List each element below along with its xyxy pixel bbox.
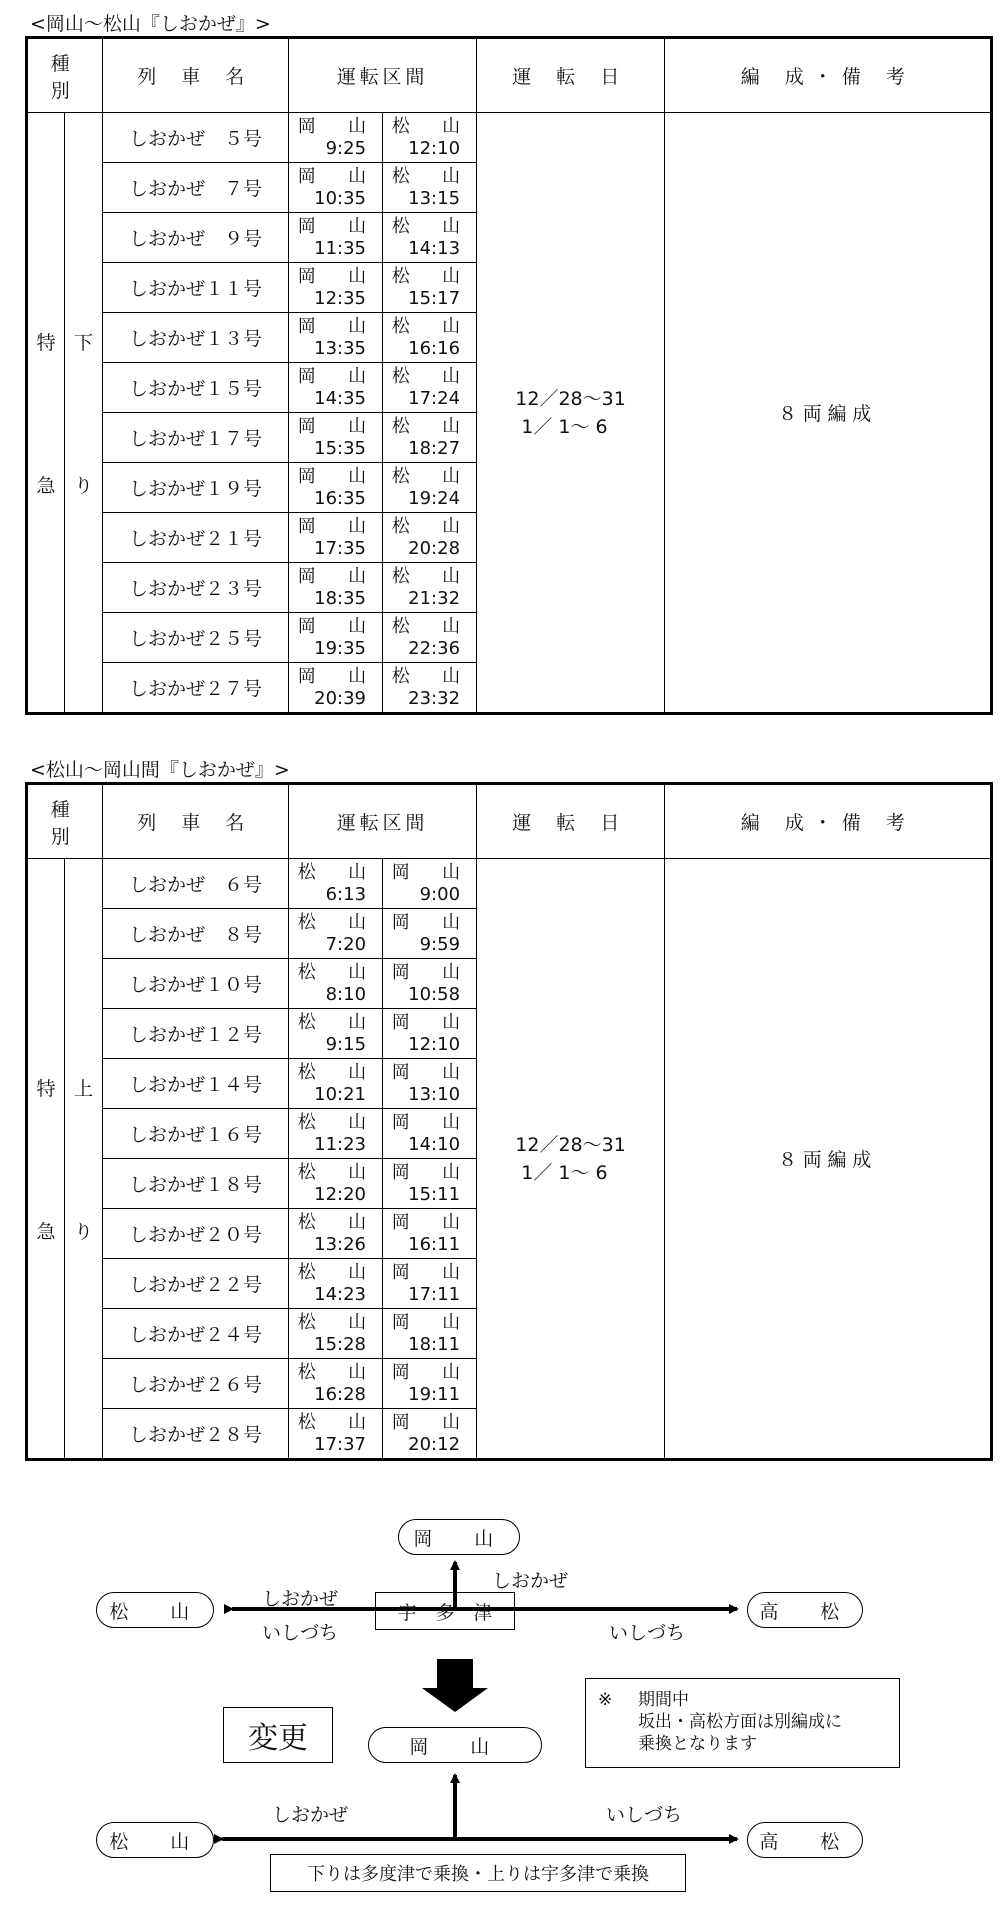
- train-name: しおかぜ２２号: [103, 1259, 289, 1309]
- arrival-station: 松 山: [391, 615, 468, 637]
- arrival-cell: [383, 363, 477, 413]
- arrival-time: 16:16: [408, 337, 461, 359]
- train-name: しおかぜ１０号: [103, 959, 289, 1009]
- kind-char-1: 特: [36, 331, 56, 354]
- arrival-station: 岡 山: [391, 1311, 468, 1333]
- formation-remarks: [665, 859, 992, 1460]
- header-remarks: 編 成・備 考: [665, 38, 992, 113]
- arrival-station: 岡 山: [391, 1111, 468, 1133]
- station-takamatsu-top: 高 松: [747, 1592, 863, 1628]
- operation-days-text: 12／28～31 1／ 1～ 6: [515, 1133, 626, 1184]
- arrival-time: 12:10: [408, 1033, 461, 1055]
- arrival-time: 18:27: [408, 437, 461, 459]
- arrival-cell: [383, 663, 477, 714]
- departure-cell: [289, 1359, 383, 1409]
- departure-cell: [289, 663, 383, 714]
- station-matsuyama-top: 松 山: [96, 1592, 214, 1628]
- arrival-station: 岡 山: [391, 1211, 468, 1233]
- departure-station: 岡 山: [297, 515, 374, 537]
- departure-time: 13:35: [314, 337, 367, 359]
- departure-time: 9:15: [325, 1033, 367, 1055]
- arrival-station: 松 山: [391, 265, 468, 287]
- arrival-station: 岡 山: [391, 1261, 468, 1283]
- change-arrow-icon: [422, 1659, 488, 1712]
- train-name: しおかぜ１２号: [103, 1009, 289, 1059]
- departure-time: 13:26: [314, 1233, 367, 1255]
- departure-time: 14:35: [314, 387, 367, 409]
- direction-char-2: り: [74, 1220, 94, 1243]
- departure-time: 15:35: [314, 437, 367, 459]
- label-shiokaze-left: しおかぜ: [262, 1588, 339, 1610]
- arrival-cell: [383, 163, 477, 213]
- arrival-cell: [383, 1059, 477, 1109]
- departure-station: 松 山: [297, 1161, 374, 1183]
- note-line1: 期間中: [638, 1690, 689, 1710]
- departure-time: 15:28: [314, 1333, 367, 1355]
- arrival-cell: [383, 1409, 477, 1460]
- arrival-station: 岡 山: [391, 1361, 468, 1383]
- arrival-time: 19:24: [408, 487, 461, 509]
- train-name: しおかぜ ５号: [103, 113, 289, 163]
- arrival-time: 23:32: [408, 687, 461, 709]
- arrival-station: 岡 山: [391, 911, 468, 933]
- departure-cell: [289, 1059, 383, 1109]
- train-name: しおかぜ１３号: [103, 313, 289, 363]
- departure-station: 松 山: [297, 1211, 374, 1233]
- arrival-cell: [383, 1209, 477, 1259]
- train-name: しおかぜ２５号: [103, 613, 289, 663]
- arrival-time: 22:36: [408, 637, 461, 659]
- train-name: しおかぜ２１号: [103, 513, 289, 563]
- arrival-station: 松 山: [391, 465, 468, 487]
- header-train-name: 列 車 名: [103, 784, 289, 859]
- arrival-time: 14:13: [408, 237, 461, 259]
- departure-cell: [289, 113, 383, 163]
- departure-cell: [289, 959, 383, 1009]
- departure-time: 14:23: [314, 1283, 367, 1305]
- arrival-time: 21:32: [408, 587, 461, 609]
- note-box: [585, 1678, 900, 1768]
- operation-days: [477, 859, 665, 1460]
- arrival-time: 16:11: [408, 1233, 461, 1255]
- header-remarks: 編 成・備 考: [665, 784, 992, 859]
- train-name: しおかぜ ９号: [103, 213, 289, 263]
- arrival-cell: [383, 1009, 477, 1059]
- transfer-note: 下りは多度津で乗換・上りは宇多津で乗換: [270, 1854, 686, 1892]
- arrival-cell: [383, 959, 477, 1009]
- arrival-time: 17:11: [408, 1283, 461, 1305]
- arrival-station: 松 山: [391, 665, 468, 687]
- departure-cell: [289, 1159, 383, 1209]
- departure-station: 岡 山: [297, 165, 374, 187]
- departure-time: 8:10: [325, 983, 367, 1005]
- departure-cell: [289, 1259, 383, 1309]
- timetable-up: [25, 782, 993, 1461]
- arrival-time: 12:10: [408, 137, 461, 159]
- formation-text: ８両編成: [778, 403, 877, 425]
- departure-cell: [289, 363, 383, 413]
- station-okayama-bottom: 岡 山: [368, 1727, 542, 1763]
- kind-char-2: 急: [36, 474, 56, 497]
- label-shiokaze-after: しおかぜ: [272, 1804, 349, 1826]
- train-name: しおかぜ１５号: [103, 363, 289, 413]
- departure-time: 19:35: [314, 637, 367, 659]
- departure-time: 11:35: [314, 237, 367, 259]
- departure-time: 11:23: [314, 1133, 367, 1155]
- arrival-time: 20:28: [408, 537, 461, 559]
- departure-cell: [289, 463, 383, 513]
- arrival-time: 13:15: [408, 187, 461, 209]
- arrival-time: 9:00: [419, 883, 461, 905]
- departure-time: 7:20: [325, 933, 367, 955]
- departure-cell: [289, 909, 383, 959]
- train-name: しおかぜ１６号: [103, 1109, 289, 1159]
- departure-time: 20:39: [314, 687, 367, 709]
- departure-cell: [289, 413, 383, 463]
- departure-time: 10:21: [314, 1083, 367, 1105]
- note-line2: 坂出・高松方面は別編成に: [638, 1712, 842, 1732]
- departure-station: 岡 山: [297, 415, 374, 437]
- table-row: [27, 113, 992, 163]
- label-ishizuchi-after: いしづち: [606, 1804, 683, 1826]
- arrival-cell: [383, 1159, 477, 1209]
- arrival-cell: [383, 1359, 477, 1409]
- departure-station: 松 山: [297, 1411, 374, 1433]
- note-line3: 乗換となります: [638, 1734, 757, 1754]
- departure-station: 松 山: [297, 1261, 374, 1283]
- label-ishizuchi-left: いしづち: [262, 1622, 339, 1644]
- kind-char-1: 特: [36, 1077, 56, 1100]
- train-name: しおかぜ２４号: [103, 1309, 289, 1359]
- direction-cell: [65, 859, 103, 1460]
- arrival-cell: [383, 463, 477, 513]
- station-uwadotsu: 宇 多 津: [375, 1592, 515, 1630]
- train-name: しおかぜ２３号: [103, 563, 289, 613]
- kind-cell: [27, 113, 65, 714]
- note-mark: ※: [598, 1690, 613, 1710]
- train-name: しおかぜ１４号: [103, 1059, 289, 1109]
- operation-days-text: 12／28～31 1／ 1～ 6: [515, 387, 626, 438]
- departure-cell: [289, 513, 383, 563]
- arrival-cell: [383, 263, 477, 313]
- arrival-station: 岡 山: [391, 1161, 468, 1183]
- direction-char-2: り: [74, 474, 94, 497]
- departure-time: 16:28: [314, 1383, 367, 1405]
- train-name: しおかぜ ８号: [103, 909, 289, 959]
- table-row: [27, 859, 992, 909]
- header-days: 運 転 日: [477, 38, 665, 113]
- timetable-down: [25, 36, 993, 715]
- header-section: 運転区間: [289, 784, 477, 859]
- departure-station: 岡 山: [297, 465, 374, 487]
- departure-cell: [289, 613, 383, 663]
- departure-cell: [289, 313, 383, 363]
- departure-time: 16:35: [314, 487, 367, 509]
- departure-time: 17:35: [314, 537, 367, 559]
- arrival-station: 松 山: [391, 215, 468, 237]
- departure-time: 6:13: [325, 883, 367, 905]
- arrival-cell: [383, 859, 477, 909]
- departure-cell: [289, 263, 383, 313]
- departure-station: 岡 山: [297, 215, 374, 237]
- arrival-time: 20:12: [408, 1433, 461, 1455]
- departure-time: 12:35: [314, 287, 367, 309]
- arrival-station: 岡 山: [391, 961, 468, 983]
- arrival-station: 岡 山: [391, 1011, 468, 1033]
- arrival-station: 松 山: [391, 515, 468, 537]
- departure-time: 12:20: [314, 1183, 367, 1205]
- departure-cell: [289, 213, 383, 263]
- arrival-station: 松 山: [391, 365, 468, 387]
- train-name: しおかぜ１９号: [103, 463, 289, 513]
- arrival-station: 松 山: [391, 115, 468, 137]
- departure-time: 10:35: [314, 187, 367, 209]
- arrival-cell: [383, 513, 477, 563]
- arrival-time: 19:11: [408, 1383, 461, 1405]
- header-section: 運転区間: [289, 38, 477, 113]
- direction-cell: [65, 113, 103, 714]
- arrival-cell: [383, 909, 477, 959]
- header-kind: 種 別: [27, 38, 103, 113]
- departure-station: 松 山: [297, 961, 374, 983]
- label-shiokaze-up: しおかぜ: [492, 1570, 569, 1592]
- arrival-station: 岡 山: [391, 1061, 468, 1083]
- departure-station: 岡 山: [297, 115, 374, 137]
- arrival-time: 15:17: [408, 287, 461, 309]
- departure-station: 岡 山: [297, 265, 374, 287]
- label-ishizuchi-right: いしづち: [609, 1622, 686, 1644]
- arrival-time: 15:11: [408, 1183, 461, 1205]
- train-name: しおかぜ１１号: [103, 263, 289, 313]
- departure-cell: [289, 1209, 383, 1259]
- header-train-name: 列 車 名: [103, 38, 289, 113]
- direction-char-1: 下: [74, 331, 94, 354]
- arrival-cell: [383, 563, 477, 613]
- arrival-cell: [383, 613, 477, 663]
- arrival-cell: [383, 1109, 477, 1159]
- station-takamatsu-bottom: 高 松: [747, 1822, 863, 1858]
- train-name: しおかぜ２８号: [103, 1409, 289, 1460]
- departure-station: 岡 山: [297, 665, 374, 687]
- departure-time: 17:37: [314, 1433, 367, 1455]
- arrival-time: 17:24: [408, 387, 461, 409]
- departure-station: 松 山: [297, 1111, 374, 1133]
- operation-days: [477, 113, 665, 714]
- arrival-cell: [383, 213, 477, 263]
- train-name: しおかぜ２６号: [103, 1359, 289, 1409]
- departure-cell: [289, 1009, 383, 1059]
- arrival-time: 10:58: [408, 983, 461, 1005]
- arrival-time: 18:11: [408, 1333, 461, 1355]
- arrival-cell: [383, 313, 477, 363]
- departure-cell: [289, 563, 383, 613]
- departure-station: 岡 山: [297, 365, 374, 387]
- arrival-station: 松 山: [391, 315, 468, 337]
- train-name: しおかぜ ７号: [103, 163, 289, 213]
- train-name: しおかぜ２０号: [103, 1209, 289, 1259]
- arrival-station: 岡 山: [391, 1411, 468, 1433]
- arrival-cell: [383, 113, 477, 163]
- departure-cell: [289, 1109, 383, 1159]
- train-name: しおかぜ ６号: [103, 859, 289, 909]
- arrival-time: 14:10: [408, 1133, 461, 1155]
- departure-station: 松 山: [297, 1311, 374, 1333]
- arrival-cell: [383, 1259, 477, 1309]
- departure-station: 松 山: [297, 1061, 374, 1083]
- arrival-station: 松 山: [391, 165, 468, 187]
- arrival-station: 岡 山: [391, 861, 468, 883]
- section2-caption: <松山～岡山間『しおかぜ』>: [30, 759, 290, 781]
- header-days: 運 転 日: [477, 784, 665, 859]
- train-name: しおかぜ２７号: [103, 663, 289, 714]
- kind-cell: [27, 859, 65, 1460]
- departure-station: 松 山: [297, 861, 374, 883]
- station-matsuyama-bottom: 松 山: [96, 1822, 214, 1858]
- departure-cell: [289, 859, 383, 909]
- station-okayama-top: 岡 山: [398, 1519, 520, 1555]
- direction-char-1: 上: [74, 1077, 94, 1100]
- arrival-cell: [383, 1309, 477, 1359]
- train-name: しおかぜ１７号: [103, 413, 289, 463]
- arrival-cell: [383, 413, 477, 463]
- departure-station: 岡 山: [297, 565, 374, 587]
- departure-station: 松 山: [297, 1361, 374, 1383]
- change-label: 変更: [223, 1707, 333, 1763]
- departure-cell: [289, 1309, 383, 1359]
- departure-station: 岡 山: [297, 615, 374, 637]
- departure-time: 9:25: [325, 137, 367, 159]
- train-name: しおかぜ１８号: [103, 1159, 289, 1209]
- kind-char-2: 急: [36, 1220, 56, 1243]
- departure-cell: [289, 163, 383, 213]
- formation-text: ８両編成: [778, 1149, 877, 1171]
- formation-remarks: [665, 113, 992, 714]
- arrival-station: 松 山: [391, 565, 468, 587]
- header-kind: 種 別: [27, 784, 103, 859]
- departure-station: 松 山: [297, 1011, 374, 1033]
- departure-time: 18:35: [314, 587, 367, 609]
- departure-cell: [289, 1409, 383, 1460]
- arrival-time: 13:10: [408, 1083, 461, 1105]
- departure-station: 松 山: [297, 911, 374, 933]
- section1-caption: <岡山～松山『しおかぜ』>: [30, 13, 271, 35]
- arrival-station: 松 山: [391, 415, 468, 437]
- departure-station: 岡 山: [297, 315, 374, 337]
- arrival-time: 9:59: [419, 933, 461, 955]
